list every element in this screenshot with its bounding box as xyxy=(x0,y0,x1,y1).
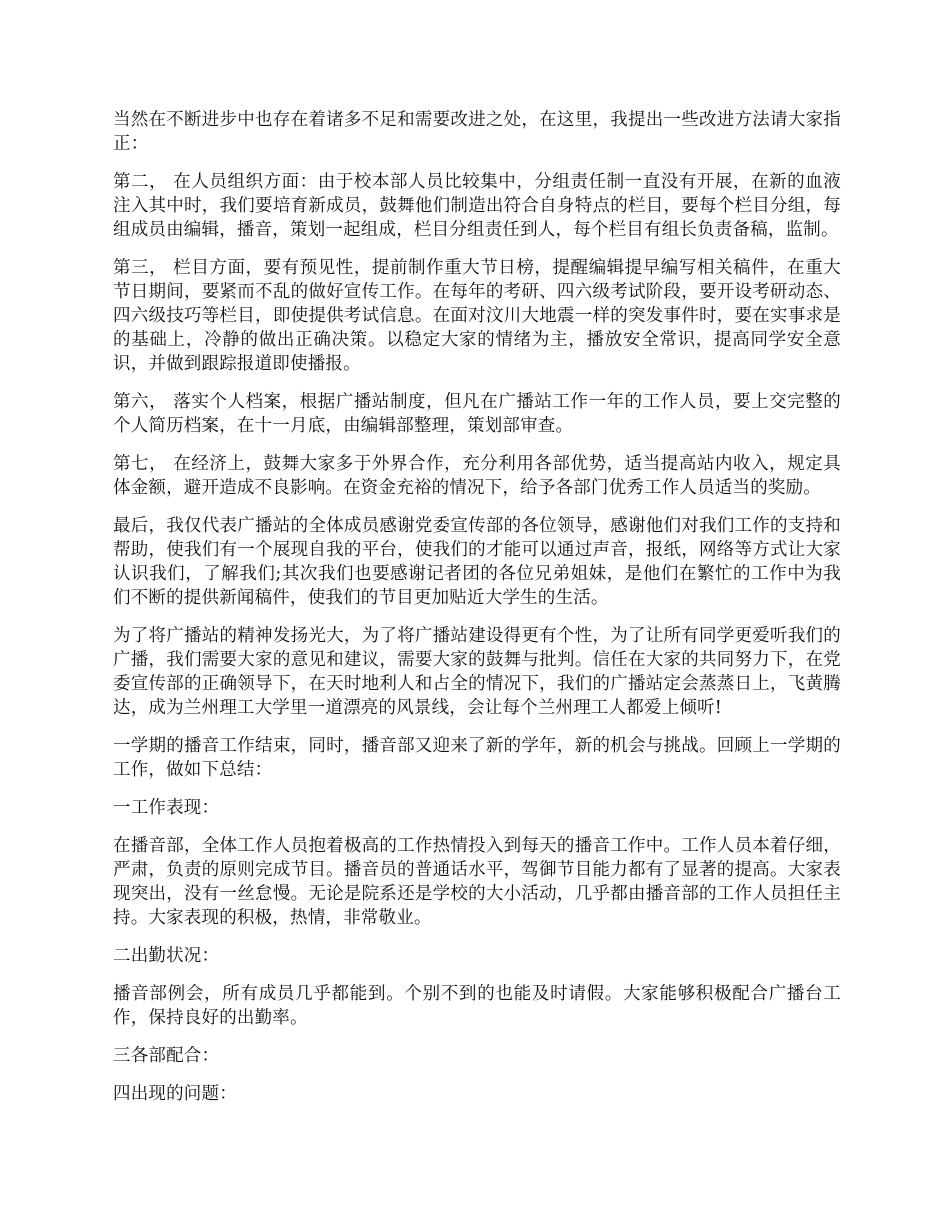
heading-problems: 四出现的问题： xyxy=(113,1084,237,1104)
heading-attendance: 二出勤状况： xyxy=(113,946,220,966)
paragraph-summary-intro: 一学期的播音工作结束，同时，播音部又迎来了新的学年，新的机会与挑战。回顾上一学期的工作，做如下总结： xyxy=(113,736,841,780)
paragraph-outlook: 为了将广播站的精神发扬光大，为了将广播站建设得更有个性，为了让所有同学更爱听我们的广播，我们需要大家的意见和建议，需要大家的鼓舞与批判。信任在大家的共同努力下，在党委宣传部的正确领导下，在天时地利人和占全的情况下，我们的广播站定会蒸蒸日上，飞黄腾达，成为兰州理工大学里一道漂亮的风景线，会让每个兰州理工人都爱上倾听! xyxy=(113,626,841,718)
paragraph-thanks: 最后，我仅代表广播站的全体成员感谢党委宣传部的各位领导，感谢他们对我们工作的支持和帮助，使我们有一个展现自我的平台，使我们的才能可以通过声音，报纸，网络等方式让大家认识我们，了解我们;其次我们也要感谢记者团的各位兄弟姐妹，是他们在繁忙的工作中为我们不断的提供新闻稿件，使我们的节目更加贴近大学生的生活。 xyxy=(113,516,841,608)
paragraph-staff-organization: 第二， 在人员组织方面：由于校本部人员比较集中，分组责任制一直没有开展，在新的血液注入其中时，我们要培育新成员，鼓舞他们制造出符合自身特点的栏目，要每个栏目分组，每组成员由编辑，播音，策划一起组成，栏目分组责任到人，每个栏目有组长负责备稿，监制。 xyxy=(113,172,841,240)
heading-work-performance: 一工作表现： xyxy=(113,798,220,818)
paragraph-attendance: 播音部例会，所有成员几乎都能到。个别不到的也能及时请假。大家能够积极配合广播台工作，保持良好的出勤率。 xyxy=(113,984,841,1028)
paragraph-work-performance: 在播音部，全体工作人员抱着极高的工作热情投入到每天的播音工作中。工作人员本着仔细，严肃，负责的原则完成节目。播音员的普通话水平，驾御节目能力都有了显著的提高。大家表现突出，没有一丝怠慢。无论是院系还是学校的大小活动，几乎都由播音部的工作人员担任主持。大家表现的积极，热情，非常敬业。 xyxy=(113,836,841,928)
paragraph-personal-files: 第六， 落实个人档案，根据广播站制度，但凡在广播站工作一年的工作人员，要上交完整的个人简历档案，在十一月底，由编辑部整理，策划部审查。 xyxy=(113,392,841,436)
paragraph-programs: 第三， 栏目方面，要有预见性，提前制作重大节日榜，提醒编辑提早编写相关稿件，在重大节日期间，要紧而不乱的做好宣传工作。在每年的考研、四六级考试阶段，要开设考研动态、四六级技巧等栏目，即使提供考试信息。在面对汶川大地震一样的突发事件时，要在实事求是的基础上，冷静的做出正确决策。以稳定大家的情绪为主，播放安全常识，提高同学安全意识，并做到跟踪报道即使播报。 xyxy=(113,258,841,374)
paragraph-economy: 第七， 在经济上，鼓舞大家多于外界合作，充分利用各部优势，适当提高站内收入，规定具体金额，避开造成不良影响。在资金充裕的情况下，给予各部门优秀工作人员适当的奖励。 xyxy=(113,454,841,498)
paragraph-intro: 当然在不断进步中也存在着诸多不足和需要改进之处，在这里，我提出一些改进方法请大家指正： xyxy=(113,110,841,154)
heading-cooperation: 三各部配合： xyxy=(113,1046,220,1066)
document-body xyxy=(113,108,841,1120)
